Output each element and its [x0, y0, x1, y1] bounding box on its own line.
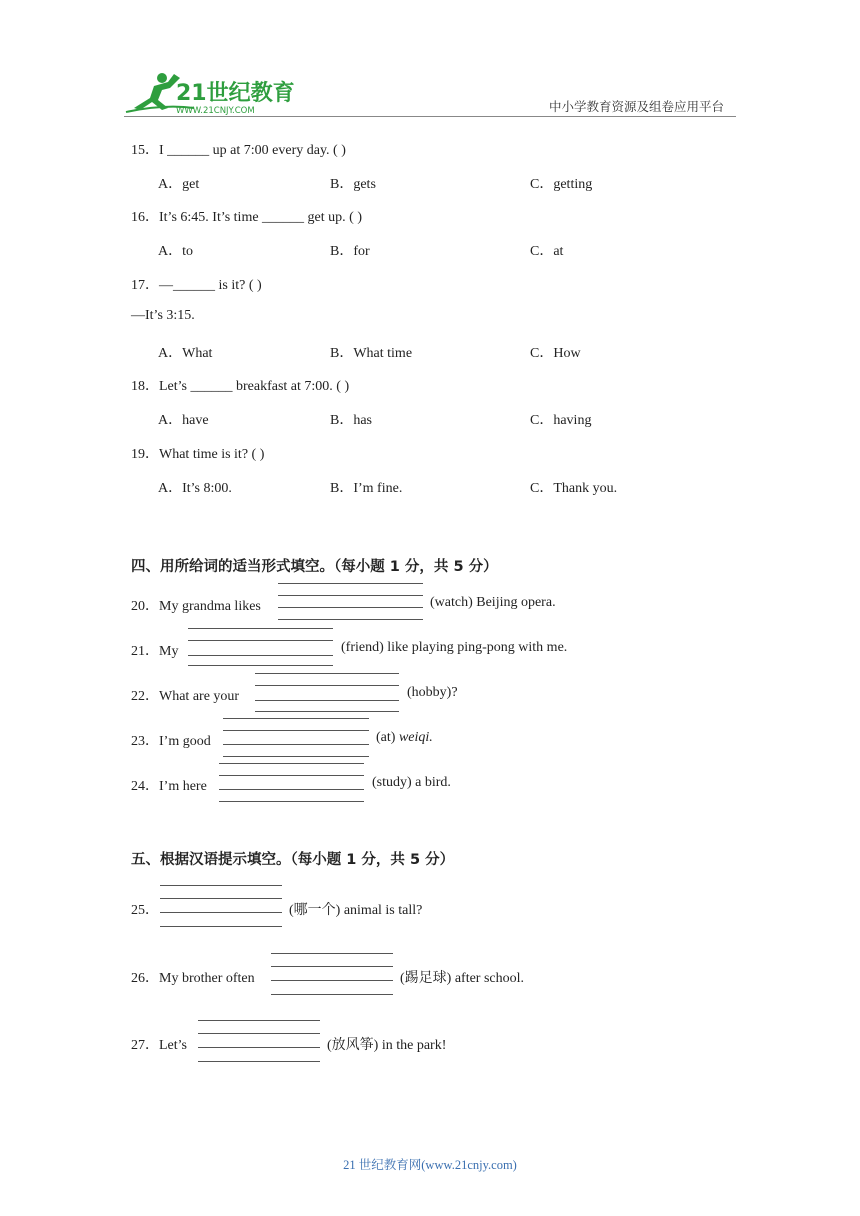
header-platform-text: 中小学教育资源及组卷应用平台	[549, 100, 725, 114]
question-17-response: —It’s 3:15.	[131, 308, 195, 323]
question-27-suffix: (放风筝) in the park!	[327, 1038, 447, 1053]
q19-option-c: C．Thank you.	[530, 481, 618, 496]
question-17: 17．—______ is it? ( )	[131, 278, 262, 293]
question-25-prefix: 25．	[131, 903, 159, 918]
question-20-suffix: (watch) Beijing opera.	[430, 595, 556, 610]
section-5-title: 五、根据汉语提示填空。（每小题 1 分，共 5 分）	[131, 852, 455, 868]
q18-option-a: A．have	[158, 413, 209, 428]
section-4-title: 四、用所给词的适当形式填空。（每小题 1 分，共 5 分）	[131, 559, 498, 575]
question-23-hint: (at)	[376, 730, 396, 745]
q18-option-b: B．has	[330, 413, 372, 428]
question-22-prefix: 22．What are your	[131, 689, 240, 704]
question-27-prefix: 27．Let’s	[131, 1038, 187, 1053]
header-divider	[124, 116, 736, 117]
q19-option-a: A．It’s 8:00.	[158, 481, 232, 496]
question-15: 15．I ______ up at 7:00 every day. ( )	[131, 143, 346, 158]
logo	[124, 68, 294, 116]
question-26-suffix: (踢足球) after school.	[400, 971, 525, 986]
question-19: 19．What time is it? ( )	[131, 447, 265, 462]
q17-option-c: C．How	[530, 346, 581, 361]
q17-option-a: A．What	[158, 346, 213, 361]
question-23-prefix: 23．I’m good	[131, 734, 211, 749]
q15-option-b: B．gets	[330, 177, 376, 192]
footer-link[interactable]: 21 世纪教育网(www.21cnjy.com)	[343, 1158, 517, 1172]
question-21-suffix: (friend) like playing ping-pong with me.	[341, 640, 568, 655]
q15-option-a: A．get	[158, 177, 200, 192]
question-21-prefix: 21．My	[131, 644, 179, 659]
q15-option-c: C．getting	[530, 177, 593, 192]
question-22-suffix: (hobby)?	[407, 685, 458, 700]
question-25-suffix: (哪一个) animal is tall?	[289, 903, 423, 918]
logo-text: 21世纪教育	[176, 81, 294, 106]
q19-option-b: B．I’m fine.	[330, 481, 403, 496]
question-16: 16．It’s 6:45. It’s time ______ get up. ( )	[131, 210, 362, 225]
q16-option-b: B．for	[330, 244, 370, 259]
q16-option-a: A．to	[158, 244, 193, 259]
q18-option-c: C．having	[530, 413, 592, 428]
question-20-prefix: 20．My grandma likes	[131, 599, 261, 614]
question-23-suffix	[376, 730, 433, 746]
question-23-italic-word: weiqi.	[398, 730, 433, 745]
q16-option-c: C．at	[530, 244, 564, 259]
question-26-prefix: 26．My brother often	[131, 971, 255, 986]
question-18: 18．Let’s ______ breakfast at 7:00. ( )	[131, 379, 350, 394]
runner-logo-icon	[124, 68, 294, 116]
logo-url: WWW.21CNJY.COM	[176, 106, 255, 116]
question-24-suffix: (study) a bird.	[372, 775, 451, 790]
question-24-prefix: 24．I’m here	[131, 779, 207, 794]
q17-option-b: B．What time	[330, 346, 413, 361]
